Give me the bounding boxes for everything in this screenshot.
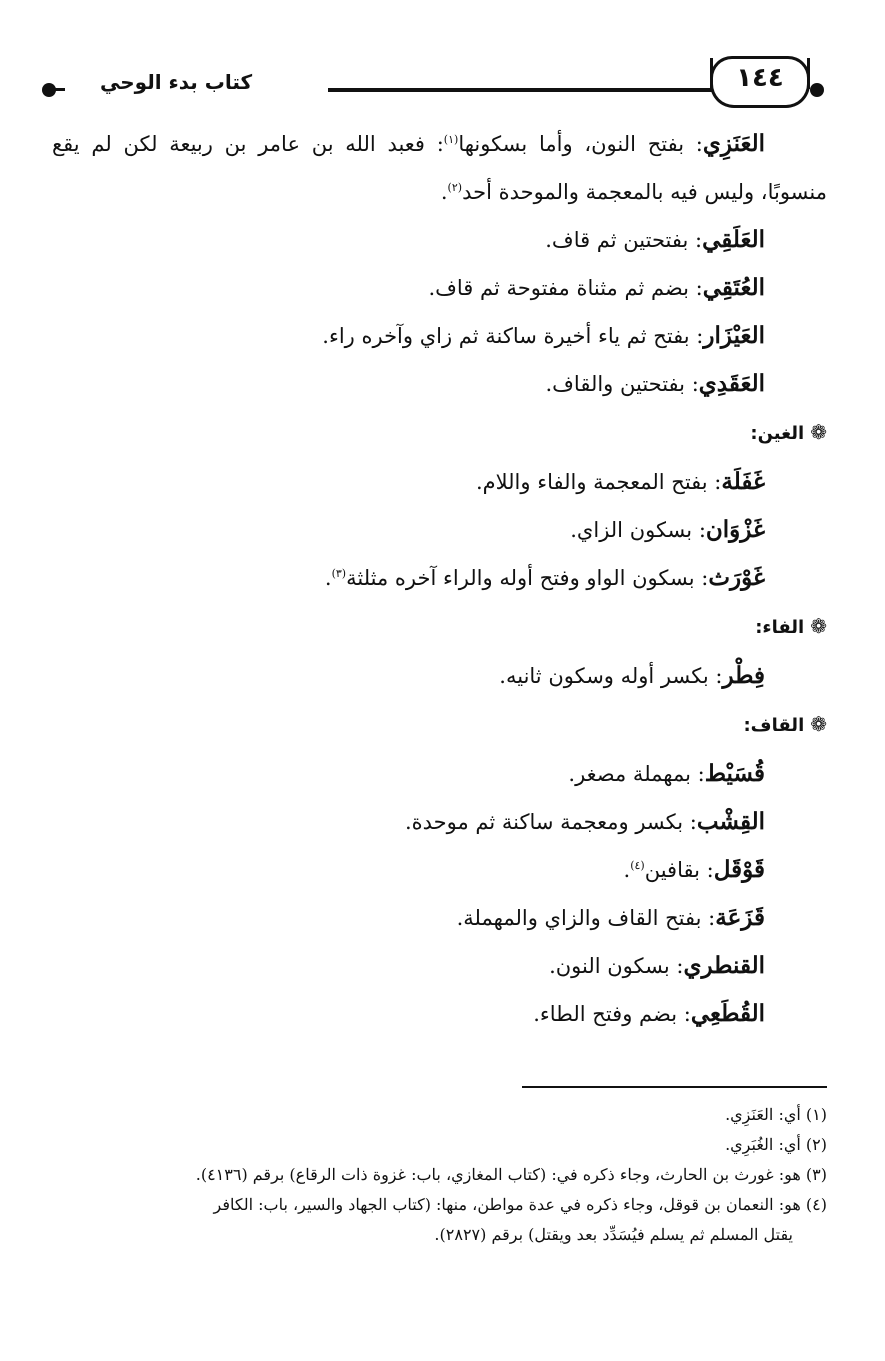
intro-line-1: العَنَزِي: بفتح النون، وأما بسكونها$^{(١)}$: فعبد الله بن عامر بن ربيعة لكن لم يقع — [52, 130, 766, 157]
entry-ghain-1: غَفَلَة: بفتح المعجمة والفاء واللام. — [475, 468, 765, 495]
entry-fa-1: فِطْر: بكسر أوله وسكون ثانيه. — [499, 662, 765, 689]
footnote-4: (٤) هو: النعمان بن قوقل، وجاء ذكره في عدة مواطن، منها: (كتاب الجهاد والسير، باب: الكافر — [213, 1195, 827, 1214]
footnote-ref: (٢) — [447, 181, 463, 194]
entry-qaf-4: قَزَعَة: بفتح القاف والزاي والمهملة. — [456, 904, 765, 931]
entry-qaf-2: القِشْب: بكسر ومعجمة ساكنة ثم موحدة. — [404, 808, 765, 835]
footnote-ref: (٣) — [331, 567, 347, 580]
section-heading-ghain: ❁الغين: — [750, 420, 827, 444]
footnote-ref: (٤) — [630, 859, 645, 872]
footnote-separator — [522, 1086, 827, 1088]
ornament-dot-right — [810, 83, 824, 97]
flower-ornament-icon: ❁ — [810, 614, 827, 638]
section-heading-qaf: ❁القاف: — [743, 712, 827, 736]
ornament-dash-left — [53, 88, 65, 91]
main-text — [52, 120, 827, 1038]
footnote-ref: (١) — [443, 133, 459, 146]
entry-qaf-5: القنطري: بسكون النون. — [549, 952, 765, 979]
running-title: كتاب بدء الوحي — [100, 70, 253, 94]
flower-ornament-icon: ❁ — [810, 420, 827, 444]
intro-line-2: منسوبًا، وليس فيه بالمعجمة والموحدة أحد$^{(٢)}$. — [440, 180, 827, 204]
entry-ghain-2: غَزْوَان: بسكون الزاي. — [570, 516, 765, 543]
entry-qaf-3: قَوْقَل: بقافين$^{(٤)}$. — [623, 856, 765, 883]
footnote-3: (٣) هو: غورث بن الحارث، وجاء ذكره في: (كتاب المغازي، باب: غزوة ذات الرقاع) برقم (٤١٣٦). — [195, 1165, 827, 1184]
page-number: ١٤٤ — [710, 58, 810, 108]
header-rule — [328, 88, 712, 92]
entry-ain-2: العُتَقِي: بضم ثم مثناة مفتوحة ثم قاف. — [428, 274, 765, 301]
footnote-1: (١) أي: العَنَزِي. — [725, 1105, 827, 1124]
section-heading-fa: ❁الفاء: — [755, 614, 827, 638]
entry-ain-1: العَلَقِي: بفتحتين ثم قاف. — [545, 226, 765, 253]
entry-qaf-6: القُطَعِي: بضم وفتح الطاء. — [533, 1000, 765, 1027]
entry-ain-4: العَقَدِي: بفتحتين والقاف. — [545, 370, 765, 397]
flower-ornament-icon: ❁ — [810, 712, 827, 736]
term: العَنَزِي — [702, 130, 766, 157]
footnotes — [52, 1100, 827, 1250]
footnote-2: (٢) أي: الغُبَرِي. — [725, 1135, 827, 1154]
entry-ain-3: العَيْزَار: بفتح ثم ياء أخيرة ساكنة ثم زاي وآخره راء. — [322, 322, 765, 349]
entry-ghain-3: غَوْرَث: بسكون الواو وفتح أوله والراء آخره مثلثة$^{(٣)}$. — [324, 564, 765, 591]
footnote-4-continuation: يقتل المسلم ثم يسلم فيُسَدِّد بعد ويقتل) برقم (٢٨٢٧). — [434, 1225, 793, 1244]
page-header — [38, 58, 828, 118]
entry-qaf-1: قُسَيْط: بمهملة مصغر. — [568, 760, 765, 787]
